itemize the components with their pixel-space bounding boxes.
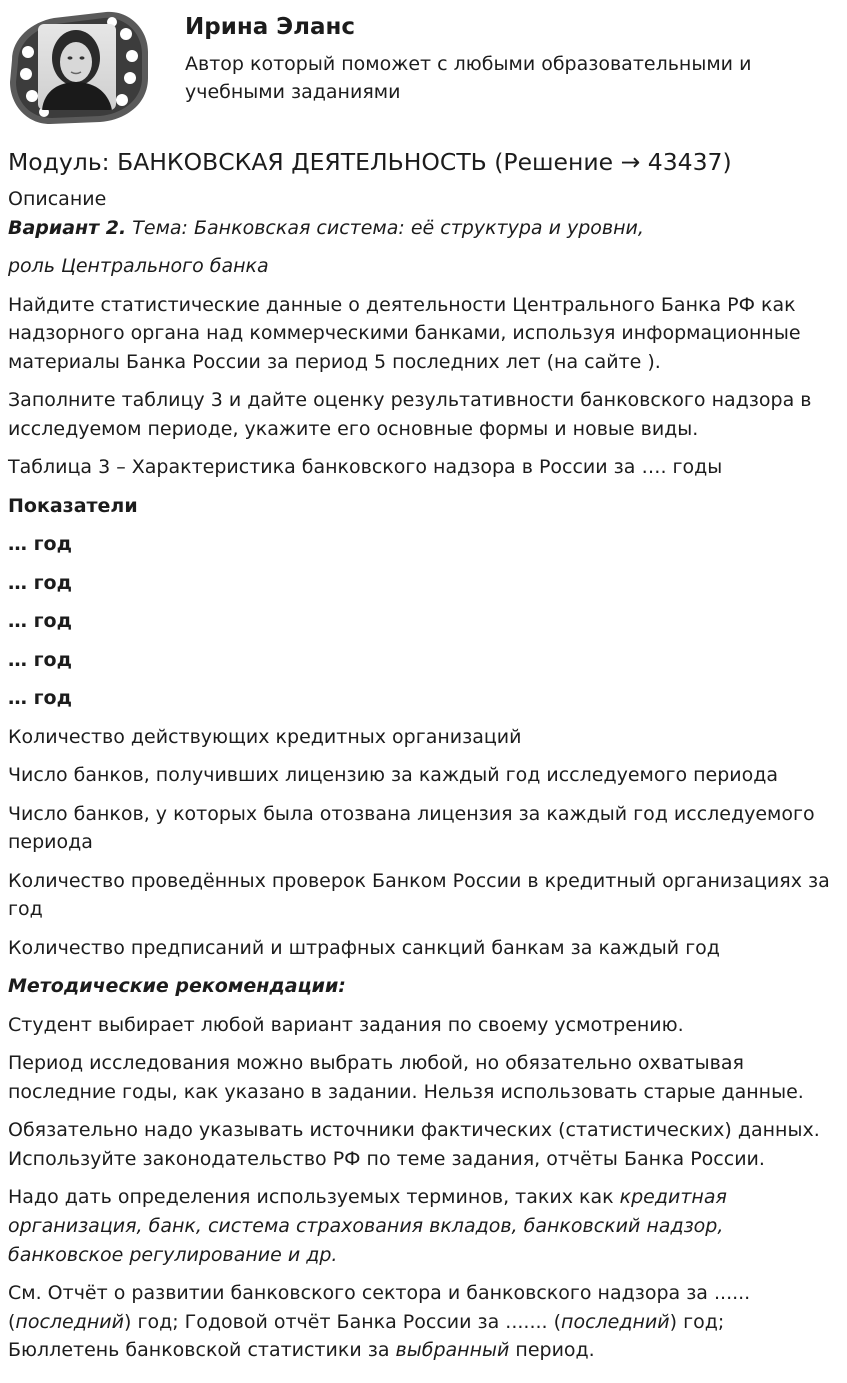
table-header-year: … год <box>8 571 72 594</box>
module-title: Модуль: БАНКОВСКАЯ ДЕЯТЕЛЬНОСТЬ (Решение → 43437) <box>8 148 732 176</box>
task-paragraph: Заполните таблицу 3 и дайте оценку результативности банковского надзора в исследуемом периоде, укажите его основные формы и новые виды. <box>8 389 812 440</box>
see-also-paragraph <box>8 1279 838 1365</box>
author-avatar <box>8 8 150 126</box>
table-header-indicators: Показатели <box>8 494 138 517</box>
see-also-emphasis: последний <box>15 1310 125 1333</box>
variant-label: Вариант 2. <box>8 216 127 239</box>
recommendations-heading: Методические рекомендации: <box>8 975 346 998</box>
author-description: Автор который поможет с любыми образовательными и учебными заданиями <box>185 53 752 103</box>
see-also-emphasis: последний <box>561 1310 670 1333</box>
table-header-year: … год <box>8 533 72 556</box>
author-name: Ирина Эланс <box>185 14 356 40</box>
recommendation: Студент выбирает любой вариант задания по своему усмотрению. <box>8 1013 684 1036</box>
recommendation: Обязательно надо указывать источники фактических (статистических) данных. Используйте законодательство РФ по теме задания, отчёты Банка России. <box>8 1119 820 1170</box>
see-also-text: ) год; Бюллетень банковской статистики за <box>8 1310 725 1362</box>
table-header-year: … год <box>8 610 72 633</box>
table-header-year: … год <box>8 648 72 671</box>
definitions-lead: Надо дать определения используемых терминов, таких как <box>8 1186 620 1209</box>
indicator-row: Количество предписаний и штрафных санкций банкам за каждый год <box>8 936 720 959</box>
indicator-row: Количество действующих кредитных организаций <box>8 725 522 748</box>
indicator-row: Число банков, у которых была отозвана лицензия за каждый год исследуемого периода <box>8 802 815 854</box>
see-also-emphasis: выбранный <box>395 1339 510 1362</box>
recommendation: Период исследования можно выбрать любой, но обязательно охватывая последние годы, как указано в задании. Нельзя использовать старые данные. <box>8 1052 804 1103</box>
table-header-year: … год <box>8 687 72 710</box>
definitions-paragraph <box>8 1183 838 1269</box>
see-also-text: период. <box>509 1339 595 1362</box>
definitions-terms: кредитная организация, банк, система страхования вкладов, банковский надзор, банковское регулирование и др. <box>8 1186 727 1266</box>
see-also-text: ) год; Годовой отчёт Банка России за ....... ( <box>124 1310 562 1333</box>
table-caption: Таблица 3 – Характеристика банковского надзора в России за …. годы <box>8 456 723 479</box>
author-card <box>8 8 838 128</box>
variant-topic-continued: роль Центрального банка <box>8 255 269 278</box>
indicator-row: Число банков, получивших лицензию за каждый год исследуемого периода <box>8 764 779 787</box>
variant-line <box>8 214 838 243</box>
task-description <box>8 185 838 1375</box>
indicator-row: Количество проведённых проверок Банком России в кредитный организациях за год <box>8 869 830 921</box>
see-also-text: См. Отчёт о развитии банковского сектора и банковского надзора за ...... ( <box>8 1282 751 1333</box>
variant-topic: Тема: Банковская система: её структура и уровни, <box>132 216 644 239</box>
description-label: Описание <box>8 188 107 210</box>
task-paragraph: Найдите статистические данные о деятельности Центрального Банка РФ как надзорного органа над коммерческими банками, используя информационные материалы Банка России за период 5 последних лет (на сайте ). <box>8 293 801 373</box>
